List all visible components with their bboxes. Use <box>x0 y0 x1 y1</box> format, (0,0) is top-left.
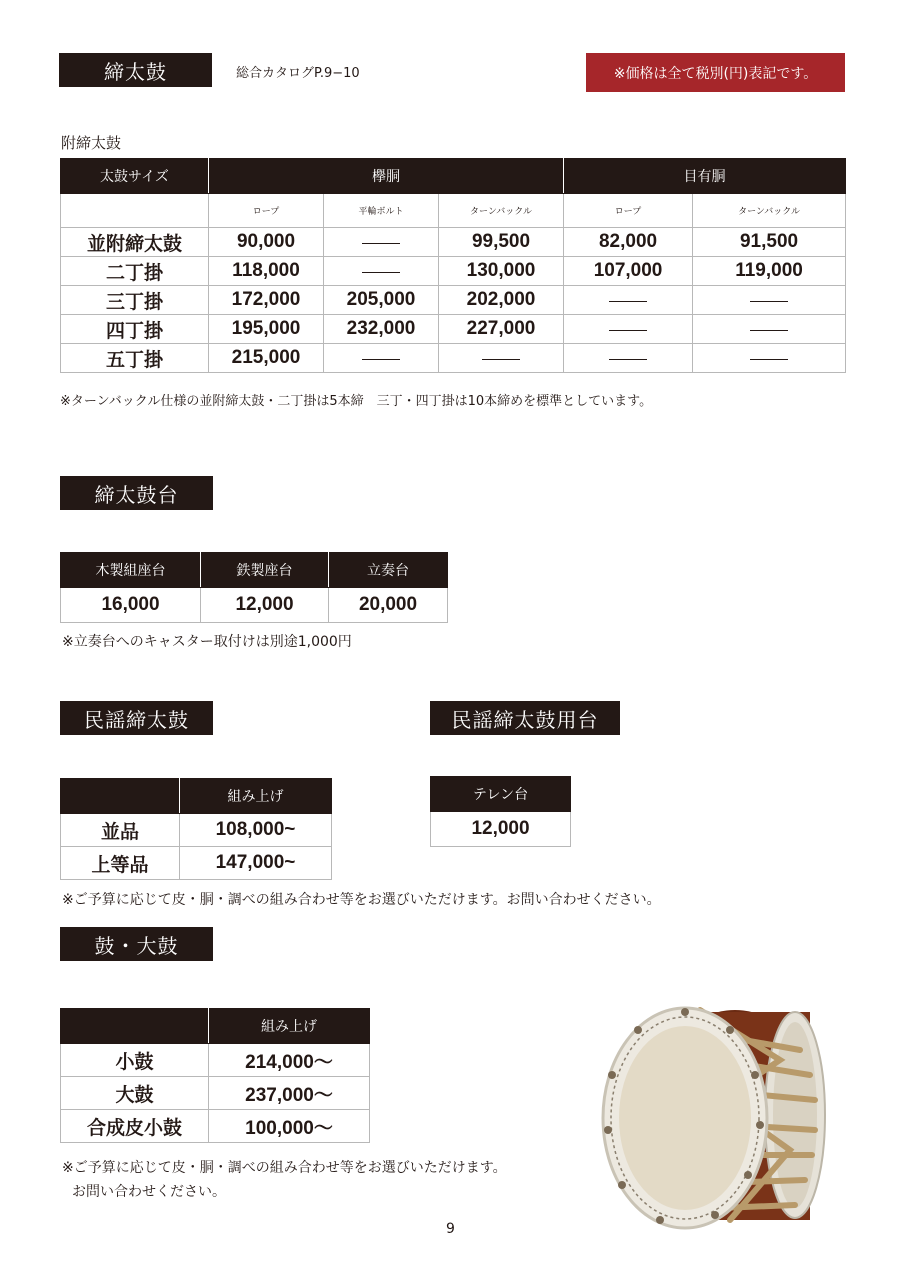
section-title-minyo: 民謡締太鼓 <box>60 701 213 735</box>
dash-mark <box>362 243 400 244</box>
table-row <box>61 814 332 847</box>
price-cell: 130,000 <box>439 257 564 286</box>
no-price-cell <box>693 286 846 315</box>
no-price-cell <box>324 257 439 286</box>
tsuke-shime-note: ※ターンバックル仕様の並附締太鼓・二丁掛は5本締 三丁・四丁掛は10本締めを標準としています。 <box>60 394 653 409</box>
table-row <box>61 257 846 286</box>
price-cell: 172,000 <box>209 286 324 315</box>
price-cell: 202,000 <box>439 286 564 315</box>
price-cell: 108,000~ <box>180 814 332 847</box>
price-cell: 99,500 <box>439 228 564 257</box>
table-row <box>61 1077 370 1110</box>
tsuzumi-price-table <box>60 1008 370 1143</box>
empty-subheader-cell <box>61 194 209 228</box>
price-cell: 205,000 <box>324 286 439 315</box>
stand-price-table <box>60 552 448 623</box>
price-cell: 82,000 <box>564 228 693 257</box>
minyo-stand-price-table <box>430 776 571 847</box>
price-cell: 91,500 <box>693 228 846 257</box>
page-number: 9 <box>446 1221 455 1237</box>
row-name: 五丁掛 <box>61 344 209 373</box>
price-cell: 227,000 <box>439 315 564 344</box>
tsuke-shime-price-table <box>60 158 846 373</box>
dash-mark <box>362 272 400 273</box>
dash-mark <box>609 359 647 360</box>
no-price-cell <box>324 228 439 257</box>
catalog-reference: 総合カタログP.9−10 <box>236 66 360 81</box>
empty-header-cell <box>61 1009 209 1044</box>
section-title-stand: 締太鼓台 <box>60 476 213 510</box>
price-cell: 16,000 <box>61 588 201 623</box>
row-name: 合成皮小鼓 <box>61 1110 209 1143</box>
price-cell: 100,000〜 <box>209 1110 370 1143</box>
column-header-assembled: 組み上げ <box>209 1009 370 1044</box>
dash-mark <box>750 359 788 360</box>
subheader-turnbuckle: ターンバックル <box>439 194 564 228</box>
dash-mark <box>362 359 400 360</box>
table-row <box>61 344 846 373</box>
row-name: 四丁掛 <box>61 315 209 344</box>
price-cell: 214,000〜 <box>209 1044 370 1077</box>
no-price-cell <box>564 286 693 315</box>
row-name: 上等品 <box>61 847 180 880</box>
row-name: 三丁掛 <box>61 286 209 315</box>
section-title-tsuzumi: 鼓・大鼓 <box>60 927 213 961</box>
column-header-teren-stand: テレン台 <box>431 777 571 812</box>
dash-mark <box>750 330 788 331</box>
table-row <box>61 315 846 344</box>
table-row <box>61 228 846 257</box>
table-row <box>61 1044 370 1077</box>
no-price-cell <box>564 315 693 344</box>
no-price-cell <box>693 344 846 373</box>
column-group-keyaki: 欅胴 <box>209 159 564 194</box>
column-header-assembled: 組み上げ <box>180 779 332 814</box>
subheader-rope-meari: ロープ <box>564 194 693 228</box>
price-cell: 107,000 <box>564 257 693 286</box>
subheader-bolt: 平輪ボルト <box>324 194 439 228</box>
table-row <box>61 847 332 880</box>
price-cell: 195,000 <box>209 315 324 344</box>
minyo-note: ※ご予算に応じて皮・胴・調べの組み合わせ等をお選びいただけます。お問い合わせください。 <box>62 892 661 908</box>
column-group-meari: 目有胴 <box>564 159 846 194</box>
price-cell: 118,000 <box>209 257 324 286</box>
price-cell: 237,000〜 <box>209 1077 370 1110</box>
no-price-cell <box>564 344 693 373</box>
row-name: 小鼓 <box>61 1044 209 1077</box>
table-row <box>61 1110 370 1143</box>
price-cell: 90,000 <box>209 228 324 257</box>
no-price-cell <box>324 344 439 373</box>
dash-mark <box>482 359 520 360</box>
tsuzumi-note-line1: ※ご予算に応じて皮・胴・調べの組み合わせ等をお選びいただけます。 <box>62 1160 507 1176</box>
row-name: 二丁掛 <box>61 257 209 286</box>
table-row <box>61 286 846 315</box>
section-title-shime-daiko: 締太鼓 <box>59 53 212 87</box>
row-name: 並附締太鼓 <box>61 228 209 257</box>
price-cell: 232,000 <box>324 315 439 344</box>
shime-daiko-drum-image <box>600 990 845 1240</box>
minyo-price-table <box>60 778 332 880</box>
dash-mark <box>609 330 647 331</box>
dash-mark <box>750 301 788 302</box>
price-cell: 12,000 <box>201 588 329 623</box>
price-cell: 20,000 <box>329 588 448 623</box>
tsuke-shime-caption: 附締太鼓 <box>61 134 122 152</box>
tax-note-badge: ※価格は全て税別(円)表記です。 <box>586 53 845 92</box>
price-cell: 147,000~ <box>180 847 332 880</box>
price-cell: 119,000 <box>693 257 846 286</box>
column-header-wood-stand: 木製組座台 <box>61 553 201 588</box>
dash-mark <box>609 301 647 302</box>
subheader-rope: ロープ <box>209 194 324 228</box>
column-header-iron-stand: 鉄製座台 <box>201 553 329 588</box>
row-name: 大鼓 <box>61 1077 209 1110</box>
price-cell: 12,000 <box>431 812 571 847</box>
row-name: 並品 <box>61 814 180 847</box>
price-cell: 215,000 <box>209 344 324 373</box>
column-header-standing-stand: 立奏台 <box>329 553 448 588</box>
no-price-cell <box>693 315 846 344</box>
no-price-cell <box>439 344 564 373</box>
tsuzumi-note-line2: お問い合わせください。 <box>72 1184 226 1200</box>
subheader-turnbuckle-meari: ターンバックル <box>693 194 846 228</box>
empty-header-cell <box>61 779 180 814</box>
column-header-size: 太鼓サイズ <box>61 159 209 194</box>
section-title-minyo-stand: 民謡締太鼓用台 <box>430 701 620 735</box>
stand-note: ※立奏台へのキャスター取付けは別途1,000円 <box>62 634 352 650</box>
